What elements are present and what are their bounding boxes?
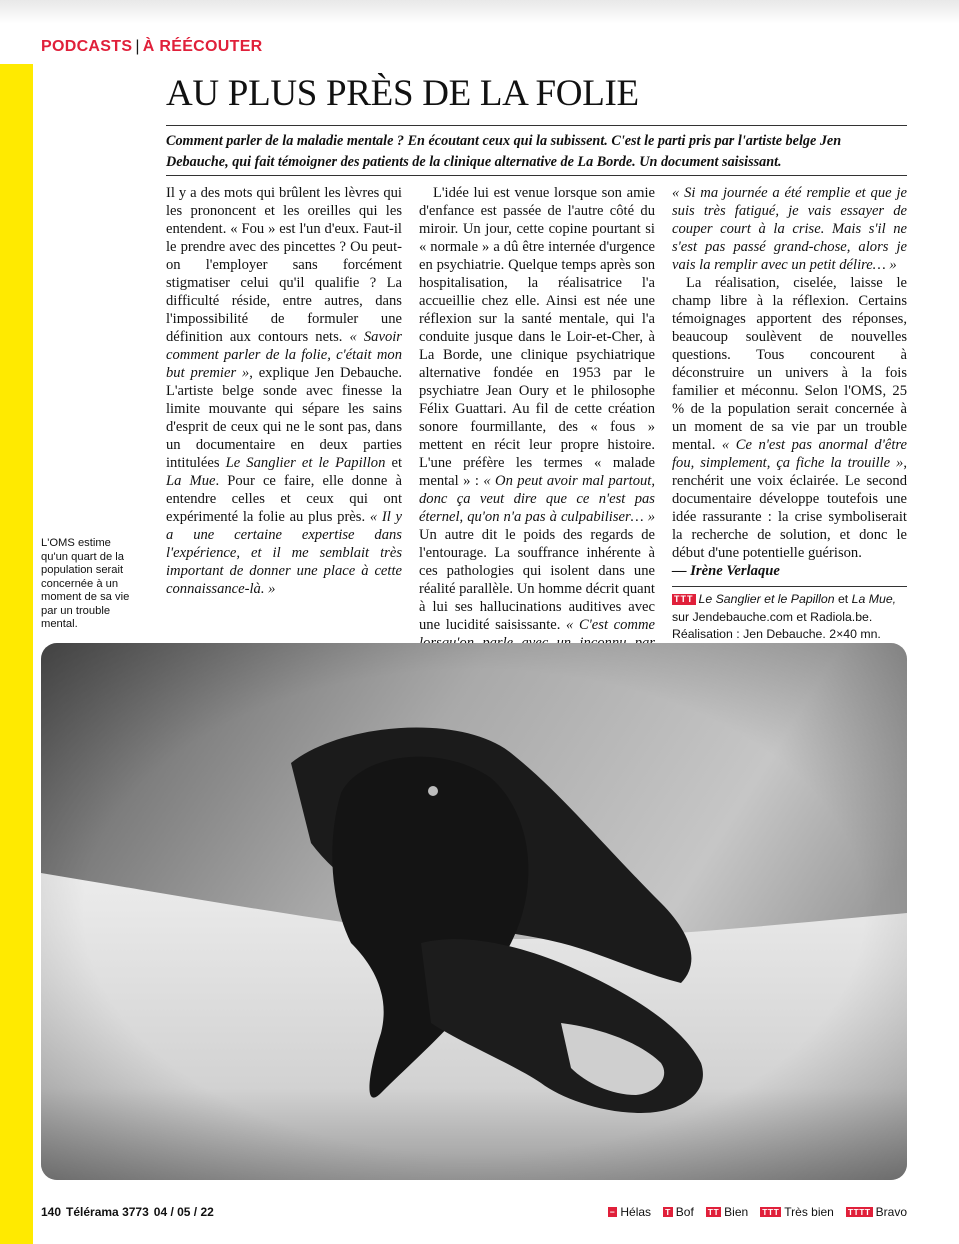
legend-label: Bravo bbox=[875, 1205, 907, 1219]
paragraph-3 bbox=[672, 274, 907, 562]
section-separator: | bbox=[135, 38, 140, 55]
article-column-2 bbox=[419, 184, 655, 688]
credit-title-2: La Mue, bbox=[851, 592, 897, 606]
legend-badge: TTTT bbox=[847, 1207, 871, 1217]
p1-title-1: Le Sanglier et le Papillon bbox=[225, 455, 386, 471]
p2-quote-1: « On peut avoir mal partout, donc ça veut dire que ce n'est pas éternel, qu'on n'a pas à culpabiliser… » bbox=[419, 473, 655, 525]
legend-label: Bien bbox=[724, 1205, 749, 1219]
p1-title-2: La Mue bbox=[166, 473, 216, 489]
section-label: PODCASTS bbox=[41, 38, 133, 55]
page-footer bbox=[41, 1205, 214, 1219]
p1-text-a: Il y a des mots qui brûlent les lèvres qui les prononcent et les oreilles qui les entendent. « Fou » est l'un d'eux. Faut-il le prendre avec des pincettes ? Ou peut-on l'employer sans forcément stigmatiser celui qu'il qualifie ? La difficulté réside, entre autres, dans l'impossibilité de formuler une définition aux contours nets. bbox=[166, 185, 402, 345]
p2-quote-3: « Si ma journée a été remplie et que je suis très fatigué, je vais essayer de couper court à la crise. Mais s'il ne s'est pas passé grand-chose, alors je vais la remplir avec un petit délire… » bbox=[672, 185, 907, 273]
article-standfirst: Comment parler de la maladie mentale ? En écoutant ceux qui la subissent. C'est le parti pris par l'artiste belge Jen Debauche, qui fait témoigner des patients de la clinique alternative de La Borde. Un document saisissant. bbox=[166, 133, 842, 170]
p1-quote-2: « Il y a une certaine expertise dans l'expérience, et il me semblait très important de donner une place à cette connaissance-là. » bbox=[166, 509, 402, 597]
yellow-side-bar bbox=[0, 64, 33, 1244]
top-shade bbox=[0, 0, 959, 24]
legend-item-bien bbox=[706, 1205, 748, 1219]
credit-line-2: sur Jendebauche.com et Radiola.be. bbox=[672, 609, 873, 624]
title-rule bbox=[166, 125, 907, 126]
author-signature: — Irène Verlaque bbox=[672, 563, 780, 579]
page-number: 140 bbox=[41, 1205, 62, 1219]
p2-quote-2: « C'est comme bbox=[566, 617, 655, 633]
legend-badge: T bbox=[665, 1207, 671, 1217]
paragraph-1 bbox=[166, 184, 402, 598]
p3-quote: « Ce n'est pas anormal d'être fou, simplement, ça fiche la trouille » bbox=[672, 437, 907, 471]
article-column-3 bbox=[672, 184, 907, 644]
p1-text-g: . Pour ce faire, elle donne à entendre celles et ceux qui ont expérimenté la folie au plus près. bbox=[166, 473, 402, 525]
legend-badge: − bbox=[609, 1207, 616, 1217]
p1-text-e: et bbox=[385, 455, 403, 471]
credit-line-1 bbox=[672, 591, 907, 609]
legend-item-helas bbox=[608, 1205, 651, 1219]
paragraph-2-end bbox=[672, 184, 907, 274]
legend-item-bof bbox=[663, 1205, 694, 1219]
legend-badge: TT bbox=[707, 1207, 720, 1217]
program-credit bbox=[672, 586, 907, 644]
p1-quote-1: « Savoir comment parler de la folie, c'était mon but premier » bbox=[166, 329, 402, 381]
rating-legend bbox=[608, 1205, 907, 1219]
legend-item-bravo bbox=[846, 1205, 907, 1219]
legend-label: Très bien bbox=[784, 1205, 834, 1219]
p1-text-c: , explique Jen Debauche. L'artiste belge sonde avec finesse la limite mouvante qui sépare les sains d'esprit de ceux qui ne le sont pas, dans un documentaire en deux parties intitulées bbox=[166, 365, 402, 471]
sidebar-note: L'OMS estime qu'un quart de la population serait concernée à un moment de sa vie par un trouble mental. bbox=[41, 537, 130, 630]
credit-line-3: Réalisation : Jen Debauche. 2×40 mn. bbox=[672, 627, 881, 641]
legend-label: Hélas bbox=[620, 1205, 652, 1219]
paragraph-2 bbox=[419, 184, 655, 688]
magazine-issue: Télérama 3773 bbox=[66, 1205, 149, 1219]
p2-text-c: Un autre dit le poids des regards de l'entourage. La souffrance inhérente à ces pathologies qui isolent dans une réalité parallèle. Un homme décrit quant à lui ses hallucinations auditives avec une lucidité saisissante. bbox=[419, 527, 655, 633]
p3-text-a: La réalisation, ciselée, laisse le champ libre à la réflexion. Certains témoignages apportent des réponses, beaucoup soulèvent de nouvelles questions. Tous concourent à déconstruire un univers à la fois familier et méconnu. Selon l'OMS, 25 % de la population serait concernée à un moment de sa vie par un trouble mental. bbox=[672, 275, 907, 453]
p3-text-c: , renchérit une voix éclairée. Le second documentaire développe toutefois une idée rassurante : la crise symboliserait la recherche de solution, et donc le début d'une potentielle guérison. bbox=[672, 455, 907, 561]
rating-badge: TTT bbox=[674, 594, 694, 604]
photo-woman-resting-head-illustration bbox=[41, 643, 907, 1180]
p2-text-a: L'idée lui est venue lorsque son amie d'enfance est passée de l'autre côté du miroir. Un jour, cette copine pourtant si « normale » a dû être internée d'urgence en psychiatrie. Quelque temps après son hospitalisation, la réalisatrice l'a accueillie chez elle. Ainsi est née une réflexion sur la santé mentale, qui l'a conduite jusque dans le Loir-et-Cher, à La Borde, une clinique psychiatrique alternative fondée en 1953 par le psychiatre Jean Oury et le philosophe Félix Guattari. Au fil de cette création sonore fourmillante, des « fous » mettent en récit leur propre histoire. L'une préfère les termes « malade mental » : bbox=[419, 185, 655, 489]
article-column-1 bbox=[166, 184, 402, 598]
legend-label: Bof bbox=[675, 1205, 694, 1219]
legend-item-tres-bien bbox=[760, 1205, 834, 1219]
credit-title-1: Le Sanglier et le Papillon bbox=[698, 592, 835, 606]
legend-badge: TTT bbox=[762, 1207, 780, 1217]
article-title: AU PLUS PRÈS DE LA FOLIE bbox=[166, 73, 639, 114]
section-rubric bbox=[41, 38, 263, 56]
article-photo bbox=[41, 643, 907, 1180]
credit-and: et bbox=[834, 592, 852, 606]
standfirst-rule bbox=[166, 175, 907, 176]
section-sublabel: À RÉÉCOUTER bbox=[142, 38, 263, 55]
issue-date: 04 / 05 / 22 bbox=[153, 1205, 214, 1219]
